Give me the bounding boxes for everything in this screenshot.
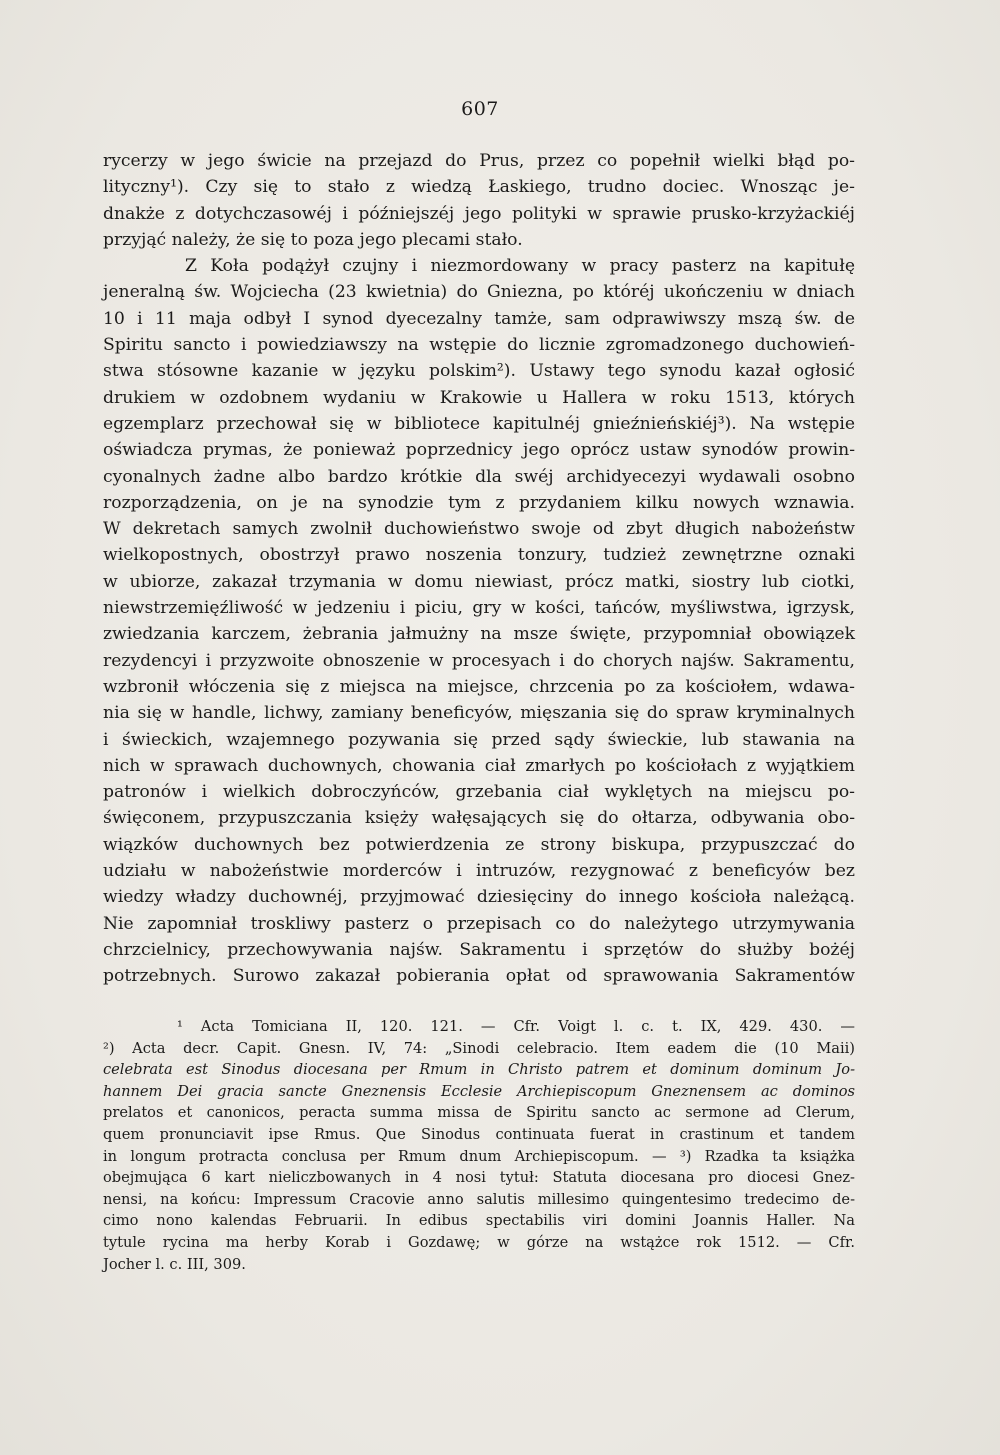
footnote-line: ²) Acta decr. Capit. Gnesn. IV, 74: „Sinodi celebracio. Item eadem die (10 Maii)	[103, 1039, 855, 1057]
body-line: W dekretach samych zwolnił duchowieństwo swoje od zbyt długich nabożeństw	[103, 519, 855, 540]
footnote-line: hannem Dei gracia sancte Gneznensis Ecclesie Archiepiscopum Gneznensem ac dominos	[103, 1082, 855, 1100]
body-line: Z Koła podążył czujny i niezmordowany w pracy pasterz na kapitułę	[185, 256, 855, 277]
body-line: dnakże z dotychczasowéj i późniejszéj jego polityki w sprawie prusko-krzyżackiéj	[103, 203, 855, 224]
body-line: rycerzy w jego świcie na przejazd do Prus, przez co popełnił wielki błąd po-	[103, 151, 855, 171]
body-line: oświadcza prymas, że ponieważ poprzednicy jego oprócz ustaw synodów prowin-	[103, 440, 855, 461]
body-line: w ubiorze, zakazał trzymania w domu niewiast, prócz matki, siostry lub ciotki,	[103, 571, 855, 592]
footnote-line: Jocher l. c. III, 309.	[103, 1255, 246, 1273]
body-line: wzbronił włóczenia się z miejsca na miejsce, chrzcenia po za kościołem, wdawa-	[103, 676, 855, 697]
footnote-line: nensi, na końcu: Impressum Cracovie anno salutis millesimo quingentesimo tredecimo de-	[103, 1190, 855, 1208]
body-line: i świeckich, wzajemnego pozywania się przed sądy świeckie, lub stawania na	[103, 729, 855, 750]
footnote-line: in longum protracta conclusa per Rmum dnum Archiepiscopum. — ³) Rzadka ta książka	[103, 1147, 855, 1165]
body-text	[103, 148, 855, 990]
body-line: rezydencyi i przyzwoite obnoszenie w procesyach i do chorych najśw. Sakramentu,	[103, 650, 855, 671]
body-line: drukiem w ozdobnem wydaniu w Krakowie u Hallera w roku 1513, których	[103, 387, 855, 408]
body-line: wiedzy władzy duchownéj, przyjmować dziesięciny do innego kościoła należącą.	[103, 887, 855, 908]
body-line: rozporządzenia, on je na synodzie tym z przydaniem kilku nowych wznawia.	[103, 492, 855, 513]
body-line: przyjąć należy, że się to poza jego plecami stało.	[103, 229, 523, 250]
footnote-line: obejmująca 6 kart nieliczbowanych in 4 nosi tytuł: Statuta diocesana pro diocesi Gnez-	[103, 1169, 855, 1187]
footnote-line: quem pronunciavit ipse Rmus. Que Sinodus continuata fuerat in crastinum et tandem	[103, 1125, 855, 1143]
body-line: wiązków duchownych bez potwierdzenia ze strony biskupa, przypuszczać do	[103, 834, 855, 855]
body-line: 10 i 11 maja odbył I synod dyecezalny tamże, sam odprawiwszy mszą św. de	[103, 308, 855, 329]
body-line: jeneralną św. Wojciecha (23 kwietnia) do Gniezna, po któréj ukończeniu w dniach	[103, 282, 855, 303]
body-line: potrzebnych. Surowo zakazał pobierania opłat od sprawowania Sakramentów	[103, 966, 855, 987]
footnote-line: prelatos et canonicos, peracta summa missa de Spiritu sancto ac sermone ad Clerum,	[103, 1104, 855, 1122]
body-line: patronów i wielkich dobroczyńców, grzebania ciał wyklętych na miejscu po-	[103, 782, 855, 803]
body-line: święconem, przypuszczania księży wałęsających się do ołtarza, odbywania obo-	[103, 808, 855, 829]
body-line: udziału w nabożeństwie morderców i intruzów, rezygnować z beneficyów bez	[103, 861, 855, 882]
body-line: Spiritu sancto i powiedziawszy na wstępie do licznie zgromadzonego duchowień-	[103, 335, 855, 356]
body-line: nich w sprawach duchownych, chowania ciał zmarłych po kościołach z wyjątkiem	[103, 755, 855, 776]
page-number: 607	[461, 98, 499, 120]
body-line: nia się w handle, lichwy, zamiany beneficyów, mięszania się do spraw kryminalnych	[103, 703, 855, 724]
body-line: cyonalnych żadne albo bardzo krótkie dla swéj archidyecezyi wydawali osobno	[103, 466, 855, 487]
body-line: zwiedzania karczem, żebrania jałmużny na msze święte, przypomniał obowiązek	[103, 624, 855, 645]
body-line: stwa stósowne kazanie w języku polskim²). Ustawy tego synodu kazał ogłosić	[103, 361, 855, 382]
body-line: chrzcielnicy, przechowywania najśw. Sakramentu i sprzętów do służby bożéj	[103, 939, 855, 960]
body-line: lityczny¹). Czy się to stało z wiedzą Łaskiego, trudno dociec. Wnosząc je-	[103, 177, 855, 198]
footnote-line: tytule rycina ma herby Korab i Gozdawę; w górze na wstążce rok 1512. — Cfr.	[103, 1233, 855, 1251]
footnotes	[103, 1016, 855, 1275]
body-line: Nie zapomniał troskliwy pasterz o przepisach co do należytego utrzymywania	[103, 913, 855, 934]
footnote-line: ¹ Acta Tomiciana II, 120. 121. — Cfr. Voigt l. c. t. IX, 429. 430. —	[177, 1018, 855, 1035]
body-line: wielkopostnych, obostrzył prawo noszenia tonzury, tudzież zewnętrzne oznaki	[103, 545, 855, 566]
body-line: egzemplarz przechował się w bibliotece kapitulnéj gnieźnieńskiéj³). Na wstępie	[103, 413, 855, 434]
body-line: niewstrzemięźliwość w jedzeniu i piciu, gry w kości, tańców, myśliwstwa, igrzysk,	[103, 598, 855, 619]
footnote-line: cimo nono kalendas Februarii. In edibus spectabilis viri domini Joannis Haller. Na	[103, 1212, 855, 1230]
footnote-line: celebrata est Sinodus diocesana per Rmum in Christo patrem et dominum dominum Jo-	[103, 1061, 855, 1079]
